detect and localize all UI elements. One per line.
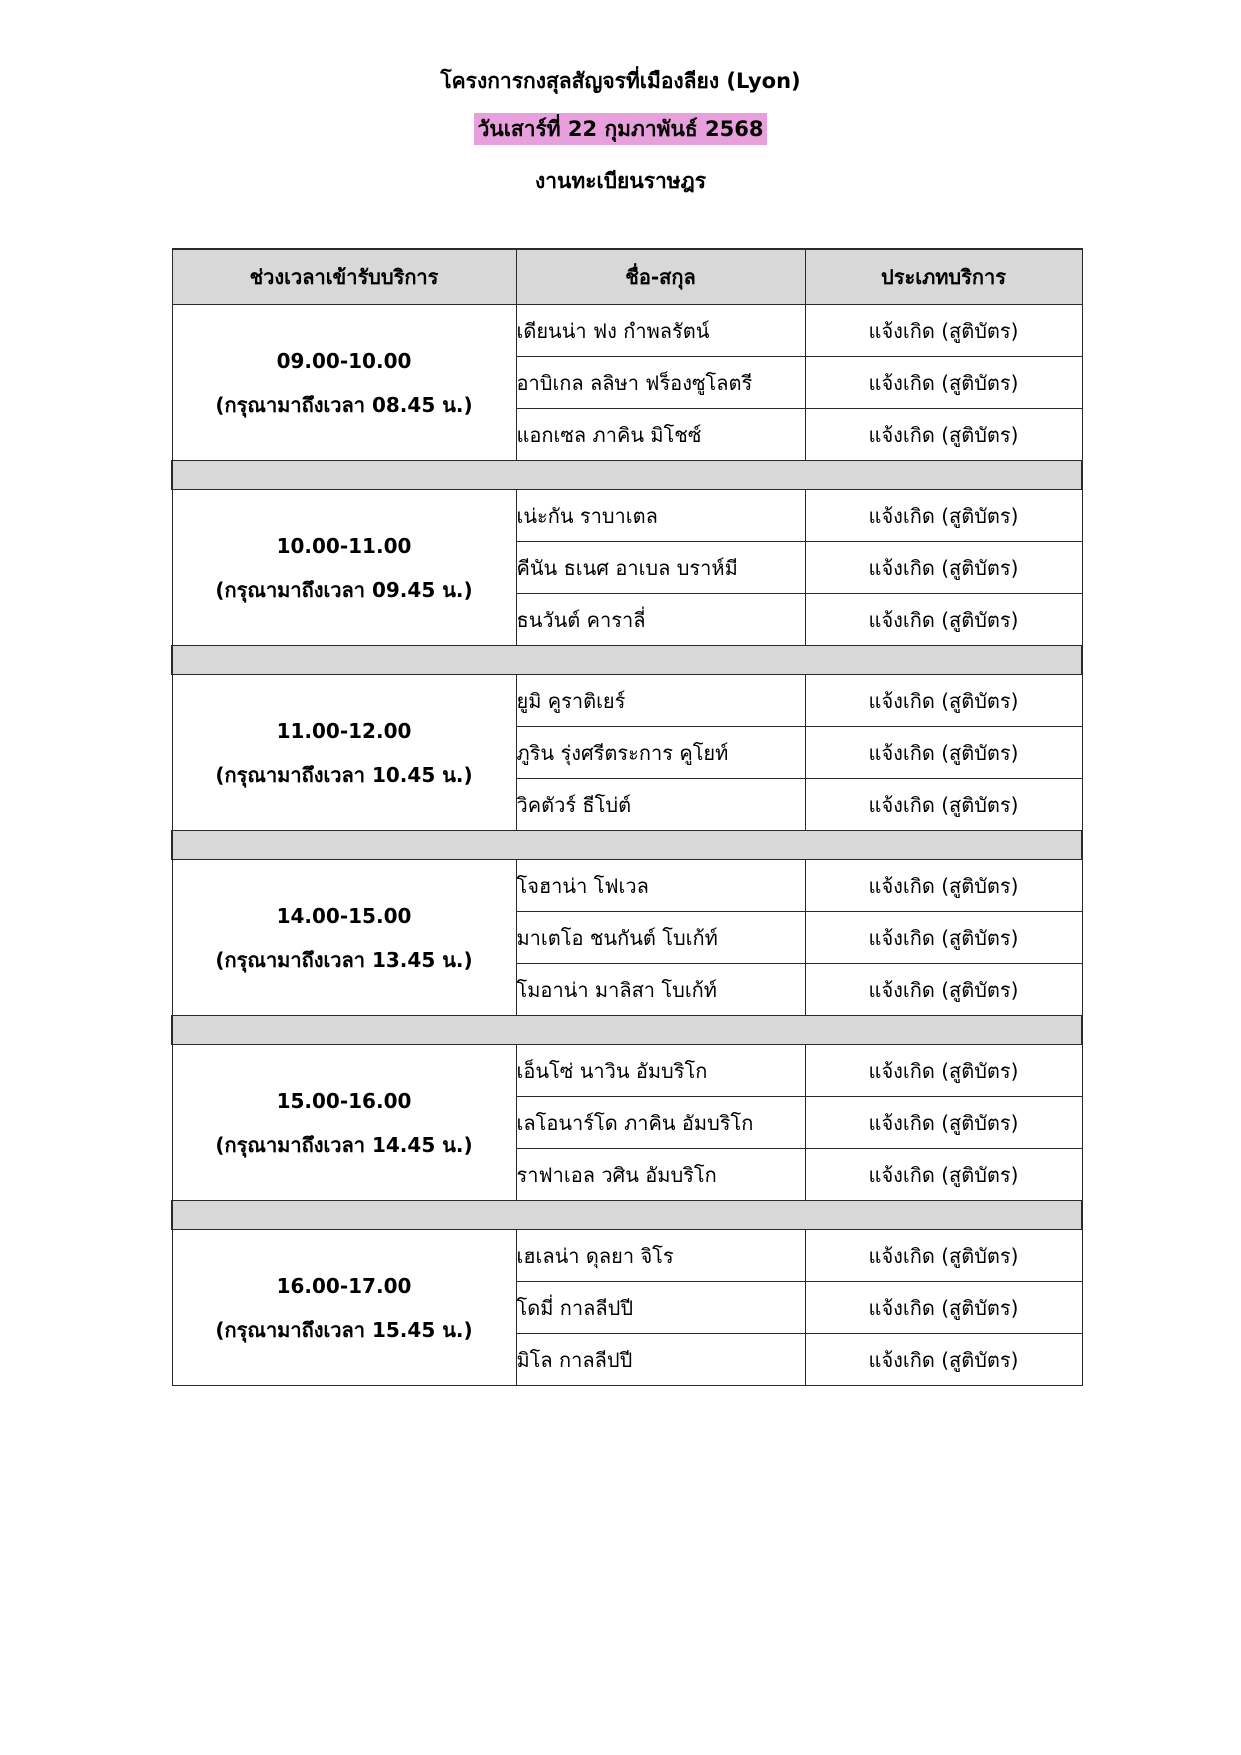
service-type: แจ้งเกิด (สูติบัตร) bbox=[805, 542, 1082, 594]
applicant-name: เน่ะกัน ราบาเตล bbox=[516, 490, 805, 542]
time-slot-cell bbox=[172, 675, 516, 831]
applicant-name: อาบิเกล ลลิษา ฟร็องซูโลตรี bbox=[516, 357, 805, 409]
service-type: แจ้งเกิด (สูติบัตร) bbox=[805, 860, 1082, 912]
time-slot-cell bbox=[172, 305, 516, 461]
table-row bbox=[172, 305, 1082, 357]
table-row bbox=[172, 490, 1082, 542]
service-type: แจ้งเกิด (สูติบัตร) bbox=[805, 305, 1082, 357]
header-row bbox=[172, 249, 1082, 305]
arrival-time-note: (กรุณามาถึงเวลา 13.45 น.) bbox=[215, 947, 473, 972]
time-slot-cell bbox=[172, 490, 516, 646]
applicant-name: เลโอนาร์โด ภาคิน อัมบริโก bbox=[516, 1097, 805, 1149]
appointment-schedule-table bbox=[171, 248, 1083, 1386]
service-type: แจ้งเกิด (สูติบัตร) bbox=[805, 594, 1082, 646]
time-slot-range: 15.00-16.00 bbox=[276, 1088, 412, 1113]
applicant-name: ธนวันต์ คาราลี่ bbox=[516, 594, 805, 646]
service-type: แจ้งเกิด (สูติบัตร) bbox=[805, 409, 1082, 461]
column-header-service: ประเภทบริการ bbox=[805, 249, 1082, 305]
applicant-name: มิโล กาลลีปปี bbox=[516, 1334, 805, 1386]
time-slot-cell bbox=[172, 1230, 516, 1386]
separator-cell bbox=[172, 461, 1082, 490]
service-type: แจ้งเกิด (สูติบัตร) bbox=[805, 1230, 1082, 1282]
time-slot-range: 10.00-11.00 bbox=[276, 533, 412, 558]
separator-cell bbox=[172, 646, 1082, 675]
service-type: แจ้งเกิด (สูติบัตร) bbox=[805, 964, 1082, 1016]
separator-row bbox=[172, 831, 1082, 860]
time-slot-range: 16.00-17.00 bbox=[276, 1273, 412, 1298]
applicant-name: เฮเลน่า ดุลยา จิโร bbox=[516, 1230, 805, 1282]
applicant-name: คีนัน ธเนศ อาเบล บราห์มี bbox=[516, 542, 805, 594]
separator-cell bbox=[172, 1016, 1082, 1045]
service-type: แจ้งเกิด (สูติบัตร) bbox=[805, 727, 1082, 779]
time-slot-range: 11.00-12.00 bbox=[276, 718, 412, 743]
department-heading: งานทะเบียนราษฎร bbox=[535, 169, 706, 193]
service-type: แจ้งเกิด (สูติบัตร) bbox=[805, 357, 1082, 409]
applicant-name: โจฮาน่า โฟเวล bbox=[516, 860, 805, 912]
arrival-time-note: (กรุณามาถึงเวลา 10.45 น.) bbox=[215, 762, 473, 787]
applicant-name: วิคตัวร์ ธีโบ่ต์ bbox=[516, 779, 805, 831]
table-row bbox=[172, 675, 1082, 727]
separator-row bbox=[172, 1016, 1082, 1045]
applicant-name: ภูริน รุ่งศรีตระการ คูโยท์ bbox=[516, 727, 805, 779]
separator-cell bbox=[172, 831, 1082, 860]
service-type: แจ้งเกิด (สูติบัตร) bbox=[805, 1149, 1082, 1201]
column-header-time-slot: ช่วงเวลาเข้ารับบริการ bbox=[172, 249, 516, 305]
event-date bbox=[0, 114, 1241, 144]
applicant-name: เดียนน่า ฟง กำพลรัตน์ bbox=[516, 305, 805, 357]
table-row bbox=[172, 1230, 1082, 1282]
table-header bbox=[172, 249, 1082, 305]
table-body bbox=[172, 305, 1082, 1386]
separator-row bbox=[172, 1201, 1082, 1230]
applicant-name: มาเตโอ ชนกันต์ โบเก้ท์ bbox=[516, 912, 805, 964]
arrival-time-note: (กรุณามาถึงเวลา 08.45 น.) bbox=[215, 392, 473, 417]
time-slot-cell bbox=[172, 1045, 516, 1201]
applicant-name: โมอาน่า มาลิสา โบเก้ท์ bbox=[516, 964, 805, 1016]
service-type: แจ้งเกิด (สูติบัตร) bbox=[805, 779, 1082, 831]
applicant-name: แอกเซล ภาคิน มิโชซ์ bbox=[516, 409, 805, 461]
arrival-time-note: (กรุณามาถึงเวลา 15.45 น.) bbox=[215, 1317, 473, 1342]
time-slot-range: 09.00-10.00 bbox=[276, 348, 412, 373]
arrival-time-note: (กรุณามาถึงเวลา 14.45 น.) bbox=[215, 1132, 473, 1157]
applicant-name: โดมี่ กาลลีปปี bbox=[516, 1282, 805, 1334]
time-slot-range: 14.00-15.00 bbox=[276, 903, 412, 928]
time-slot-cell bbox=[172, 860, 516, 1016]
service-type: แจ้งเกิด (สูติบัตร) bbox=[805, 1045, 1082, 1097]
applicant-name: เอ็นโซ่ นาวิน อัมบริโก bbox=[516, 1045, 805, 1097]
document-title: โครงการกงสุลสัญจรที่เมืองลียง (Lyon) bbox=[440, 69, 801, 93]
service-type: แจ้งเกิด (สูติบัตร) bbox=[805, 1334, 1082, 1386]
separator-row bbox=[172, 461, 1082, 490]
applicant-name: ยูมิ คูราติเยร์ bbox=[516, 675, 805, 727]
event-date-highlight: วันเสาร์ที่ 22 กุมภาพันธ์ 2568 bbox=[474, 113, 768, 145]
arrival-time-note: (กรุณามาถึงเวลา 09.45 น.) bbox=[215, 577, 473, 602]
separator-row bbox=[172, 646, 1082, 675]
applicant-name: ราฟาเอล วศิน อัมบริโก bbox=[516, 1149, 805, 1201]
service-type: แจ้งเกิด (สูติบัตร) bbox=[805, 1097, 1082, 1149]
service-type: แจ้งเกิด (สูติบัตร) bbox=[805, 912, 1082, 964]
separator-cell bbox=[172, 1201, 1082, 1230]
service-type: แจ้งเกิด (สูติบัตร) bbox=[805, 675, 1082, 727]
service-type: แจ้งเกิด (สูติบัตร) bbox=[805, 490, 1082, 542]
table-row bbox=[172, 860, 1082, 912]
service-type: แจ้งเกิด (สูติบัตร) bbox=[805, 1282, 1082, 1334]
column-header-name: ชื่อ-สกุล bbox=[516, 249, 805, 305]
table-row bbox=[172, 1045, 1082, 1097]
